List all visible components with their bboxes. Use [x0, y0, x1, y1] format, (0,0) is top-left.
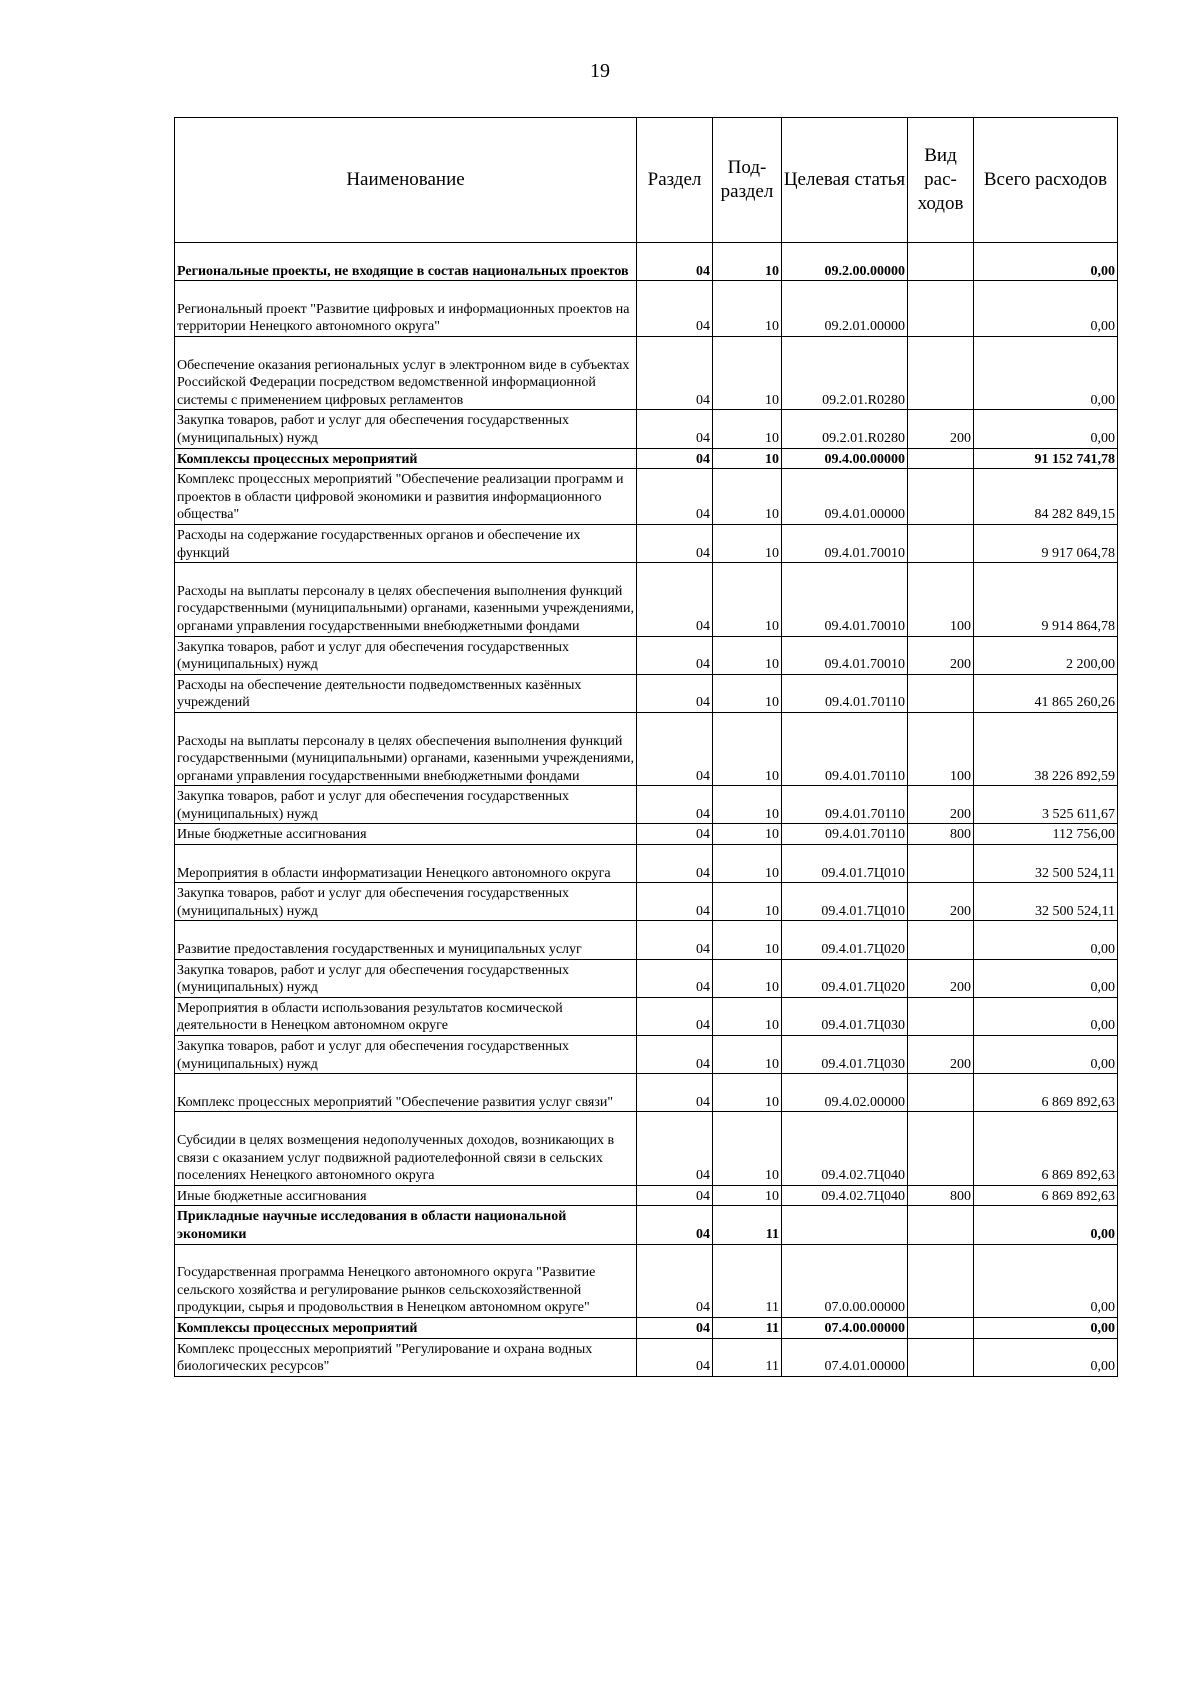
row-vid	[908, 1074, 974, 1112]
row-vid	[908, 1317, 974, 1338]
row-razdel: 04	[637, 959, 713, 997]
row-vid: 200	[908, 786, 974, 824]
row-total: 32 500 524,11	[974, 883, 1118, 921]
table-body	[175, 243, 1118, 1377]
row-statya: 09.4.01.70110	[782, 824, 908, 845]
row-podrazdel: 10	[713, 410, 782, 448]
row-razdel: 04	[637, 1112, 713, 1185]
row-razdel: 04	[637, 563, 713, 636]
row-total: 0,00	[974, 410, 1118, 448]
row-name: Развитие предоставления государственных и муниципальных услуг	[175, 921, 637, 959]
row-podrazdel: 10	[713, 921, 782, 959]
row-podrazdel: 10	[713, 824, 782, 845]
table-row	[175, 1206, 1118, 1244]
row-total: 41 865 260,26	[974, 674, 1118, 712]
row-statya: 09.4.01.7Ц010	[782, 845, 908, 883]
row-podrazdel: 10	[713, 281, 782, 337]
table-row	[175, 712, 1118, 785]
row-statya: 07.4.01.00000	[782, 1338, 908, 1376]
row-razdel: 04	[637, 243, 713, 281]
row-vid	[908, 1338, 974, 1376]
row-statya: 09.4.01.70010	[782, 524, 908, 562]
row-podrazdel: 11	[713, 1244, 782, 1317]
row-razdel: 04	[637, 1185, 713, 1206]
row-podrazdel: 10	[713, 959, 782, 997]
row-vid: 200	[908, 959, 974, 997]
row-podrazdel: 10	[713, 448, 782, 469]
table-row	[175, 1317, 1118, 1338]
row-podrazdel: 10	[713, 1074, 782, 1112]
table-row	[175, 524, 1118, 562]
row-podrazdel: 10	[713, 845, 782, 883]
row-statya: 09.4.01.70110	[782, 712, 908, 785]
row-razdel: 04	[637, 410, 713, 448]
row-statya: 09.4.01.70010	[782, 636, 908, 674]
header-podrazdel: Под-раздел	[713, 118, 782, 243]
row-podrazdel: 10	[713, 336, 782, 409]
row-total: 0,00	[974, 336, 1118, 409]
row-razdel: 04	[637, 1317, 713, 1338]
row-podrazdel: 10	[713, 1185, 782, 1206]
row-razdel: 04	[637, 636, 713, 674]
row-vid	[908, 469, 974, 525]
row-vid: 200	[908, 410, 974, 448]
row-statya: 09.2.01.00000	[782, 281, 908, 337]
row-total: 112 756,00	[974, 824, 1118, 845]
row-total: 0,00	[974, 1338, 1118, 1376]
row-statya: 07.4.00.00000	[782, 1317, 908, 1338]
row-vid: 100	[908, 712, 974, 785]
row-podrazdel: 10	[713, 712, 782, 785]
row-name: Субсидии в целях возмещения недополученных доходов, возникающих в связи с оказанием услуг подвижной радиотелефонной связи в сельских поселениях Ненецкого автономного округа	[175, 1112, 637, 1185]
row-statya: 09.4.01.7Ц020	[782, 921, 908, 959]
row-podrazdel: 10	[713, 563, 782, 636]
row-podrazdel: 10	[713, 997, 782, 1035]
table-row	[175, 883, 1118, 921]
row-podrazdel: 10	[713, 786, 782, 824]
row-name: Закупка товаров, работ и услуг для обеспечения государственных (муниципальных) нужд	[175, 786, 637, 824]
table-row	[175, 786, 1118, 824]
row-total: 0,00	[974, 921, 1118, 959]
row-total: 6 869 892,63	[974, 1185, 1118, 1206]
row-razdel: 04	[637, 845, 713, 883]
row-name: Комплекс процессных мероприятий "Обеспечение реализации программ и проектов в области цифровой экономики и развития информационного общества"	[175, 469, 637, 525]
row-vid	[908, 1206, 974, 1244]
table-row	[175, 563, 1118, 636]
row-total: 32 500 524,11	[974, 845, 1118, 883]
row-vid	[908, 281, 974, 337]
row-podrazdel: 11	[713, 1317, 782, 1338]
header-statya: Целевая статья	[782, 118, 908, 243]
row-total: 2 200,00	[974, 636, 1118, 674]
row-podrazdel: 10	[713, 674, 782, 712]
table-row	[175, 1036, 1118, 1074]
row-statya: 09.4.01.70110	[782, 786, 908, 824]
table-row	[175, 410, 1118, 448]
table-row	[175, 997, 1118, 1035]
row-total: 84 282 849,15	[974, 469, 1118, 525]
row-vid	[908, 243, 974, 281]
row-name: Расходы на обеспечение деятельности подведомственных казённых учреждений	[175, 674, 637, 712]
row-total: 0,00	[974, 243, 1118, 281]
row-statya: 09.4.02.00000	[782, 1074, 908, 1112]
table-header-row	[175, 118, 1118, 243]
table-row	[175, 1074, 1118, 1112]
row-name: Закупка товаров, работ и услуг для обеспечения государственных (муниципальных) нужд	[175, 636, 637, 674]
row-vid	[908, 674, 974, 712]
row-podrazdel: 10	[713, 883, 782, 921]
row-podrazdel: 10	[713, 243, 782, 281]
row-total: 9 914 864,78	[974, 563, 1118, 636]
table-row	[175, 845, 1118, 883]
row-statya: 09.4.01.7Ц010	[782, 883, 908, 921]
table-row	[175, 921, 1118, 959]
row-vid	[908, 921, 974, 959]
row-statya: 09.4.01.7Ц020	[782, 959, 908, 997]
header-total: Всего расходов	[974, 118, 1118, 243]
row-statya: 09.4.02.7Ц040	[782, 1112, 908, 1185]
row-name: Закупка товаров, работ и услуг для обеспечения государственных (муниципальных) нужд	[175, 410, 637, 448]
row-name: Государственная программа Ненецкого автономного округа "Развитие сельского хозяйства и регулирование рынков сельскохозяйственной продукции, сырья и продовольствия в Ненецком автономном округе"	[175, 1244, 637, 1317]
row-name: Комплекс процессных мероприятий "Обеспечение развития услуг связи"	[175, 1074, 637, 1112]
row-name: Иные бюджетные ассигнования	[175, 1185, 637, 1206]
row-vid: 800	[908, 824, 974, 845]
row-name: Расходы на содержание государственных органов и обеспечение их функций	[175, 524, 637, 562]
row-vid	[908, 997, 974, 1035]
row-podrazdel: 10	[713, 469, 782, 525]
row-razdel: 04	[637, 448, 713, 469]
table-row	[175, 469, 1118, 525]
header-razdel: Раздел	[637, 118, 713, 243]
row-razdel: 04	[637, 921, 713, 959]
table-row	[175, 1112, 1118, 1185]
table-row	[175, 448, 1118, 469]
row-name: Расходы на выплаты персоналу в целях обеспечения выполнения функций государственными (муниципальными) органами, казенными учреждениями, органами управления государственными внебюджетными фондами	[175, 563, 637, 636]
row-podrazdel: 10	[713, 524, 782, 562]
row-name: Закупка товаров, работ и услуг для обеспечения государственных (муниципальных) нужд	[175, 883, 637, 921]
row-statya: 09.4.01.00000	[782, 469, 908, 525]
row-statya: 09.2.01.R0280	[782, 336, 908, 409]
row-vid	[908, 448, 974, 469]
row-razdel: 04	[637, 1206, 713, 1244]
row-statya: 09.4.01.7Ц030	[782, 997, 908, 1035]
row-razdel: 04	[637, 1338, 713, 1376]
row-razdel: 04	[637, 824, 713, 845]
table-row	[175, 674, 1118, 712]
row-total: 3 525 611,67	[974, 786, 1118, 824]
row-total: 0,00	[974, 281, 1118, 337]
table-row	[175, 1244, 1118, 1317]
row-total: 0,00	[974, 997, 1118, 1035]
table-row	[175, 243, 1118, 281]
row-vid	[908, 845, 974, 883]
row-total: 6 869 892,63	[974, 1112, 1118, 1185]
row-razdel: 04	[637, 281, 713, 337]
budget-table	[174, 117, 1118, 1377]
row-statya: 09.4.02.7Ц040	[782, 1185, 908, 1206]
row-name: Закупка товаров, работ и услуг для обеспечения государственных (муниципальных) нужд	[175, 1036, 637, 1074]
row-razdel: 04	[637, 712, 713, 785]
row-name: Комплексы процессных мероприятий	[175, 1317, 637, 1338]
header-name: Наименование	[175, 118, 637, 243]
table-row	[175, 281, 1118, 337]
row-total: 91 152 741,78	[974, 448, 1118, 469]
row-vid: 200	[908, 1036, 974, 1074]
row-name: Закупка товаров, работ и услуг для обеспечения государственных (муниципальных) нужд	[175, 959, 637, 997]
row-statya: 09.4.01.7Ц030	[782, 1036, 908, 1074]
row-statya: 09.2.01.R0280	[782, 410, 908, 448]
row-name: Расходы на выплаты персоналу в целях обеспечения выполнения функций государственными (муниципальными) органами, казенными учреждениями, органами управления государственными внебюджетными фондами	[175, 712, 637, 785]
row-total: 6 869 892,63	[974, 1074, 1118, 1112]
row-total: 0,00	[974, 1317, 1118, 1338]
row-name: Иные бюджетные ассигнования	[175, 824, 637, 845]
row-razdel: 04	[637, 524, 713, 562]
row-total: 0,00	[974, 959, 1118, 997]
row-name: Прикладные научные исследования в области национальной экономики	[175, 1206, 637, 1244]
row-statya	[782, 1206, 908, 1244]
row-podrazdel: 10	[713, 1036, 782, 1074]
row-razdel: 04	[637, 1074, 713, 1112]
table-row	[175, 959, 1118, 997]
row-vid: 800	[908, 1185, 974, 1206]
row-vid	[908, 1112, 974, 1185]
row-total: 38 226 892,59	[974, 712, 1118, 785]
row-razdel: 04	[637, 674, 713, 712]
row-vid	[908, 524, 974, 562]
row-statya: 09.4.00.00000	[782, 448, 908, 469]
row-razdel: 04	[637, 1244, 713, 1317]
row-name: Мероприятия в области использования результатов космической деятельности в Ненецком автономном округе	[175, 997, 637, 1035]
row-statya: 07.0.00.00000	[782, 1244, 908, 1317]
row-statya: 09.4.01.70010	[782, 563, 908, 636]
row-podrazdel: 11	[713, 1338, 782, 1376]
row-razdel: 04	[637, 1036, 713, 1074]
row-statya: 09.4.01.70110	[782, 674, 908, 712]
row-name: Комплексы процессных мероприятий	[175, 448, 637, 469]
row-name: Мероприятия в области информатизации Ненецкого автономного округа	[175, 845, 637, 883]
page-number: 19	[590, 60, 610, 82]
row-razdel: 04	[637, 997, 713, 1035]
row-vid	[908, 1244, 974, 1317]
row-statya: 09.2.00.00000	[782, 243, 908, 281]
row-podrazdel: 11	[713, 1206, 782, 1244]
row-name: Региональный проект "Развитие цифровых и информационных проектов на территории Ненецкого автономного округа"	[175, 281, 637, 337]
row-total: 0,00	[974, 1036, 1118, 1074]
table-row	[175, 636, 1118, 674]
row-total: 9 917 064,78	[974, 524, 1118, 562]
table-row	[175, 1338, 1118, 1376]
row-podrazdel: 10	[713, 636, 782, 674]
row-name: Обеспечение оказания региональных услуг в электронном виде в субъектах Российской Федерации посредством ведомственной информационной системы с применением цифровых регламентов	[175, 336, 637, 409]
row-razdel: 04	[637, 883, 713, 921]
table-row	[175, 1185, 1118, 1206]
row-vid: 200	[908, 883, 974, 921]
header-vid: Вид рас-ходов	[908, 118, 974, 243]
row-razdel: 04	[637, 469, 713, 525]
table-row	[175, 824, 1118, 845]
row-vid: 200	[908, 636, 974, 674]
row-vid: 100	[908, 563, 974, 636]
row-razdel: 04	[637, 786, 713, 824]
row-razdel: 04	[637, 336, 713, 409]
table-row	[175, 336, 1118, 409]
row-podrazdel: 10	[713, 1112, 782, 1185]
row-name: Региональные проекты, не входящие в состав национальных проектов	[175, 243, 637, 281]
row-total: 0,00	[974, 1244, 1118, 1317]
row-total: 0,00	[974, 1206, 1118, 1244]
row-vid	[908, 336, 974, 409]
row-name: Комплекс процессных мероприятий "Регулирование и охрана водных биологических ресурсов"	[175, 1338, 637, 1376]
